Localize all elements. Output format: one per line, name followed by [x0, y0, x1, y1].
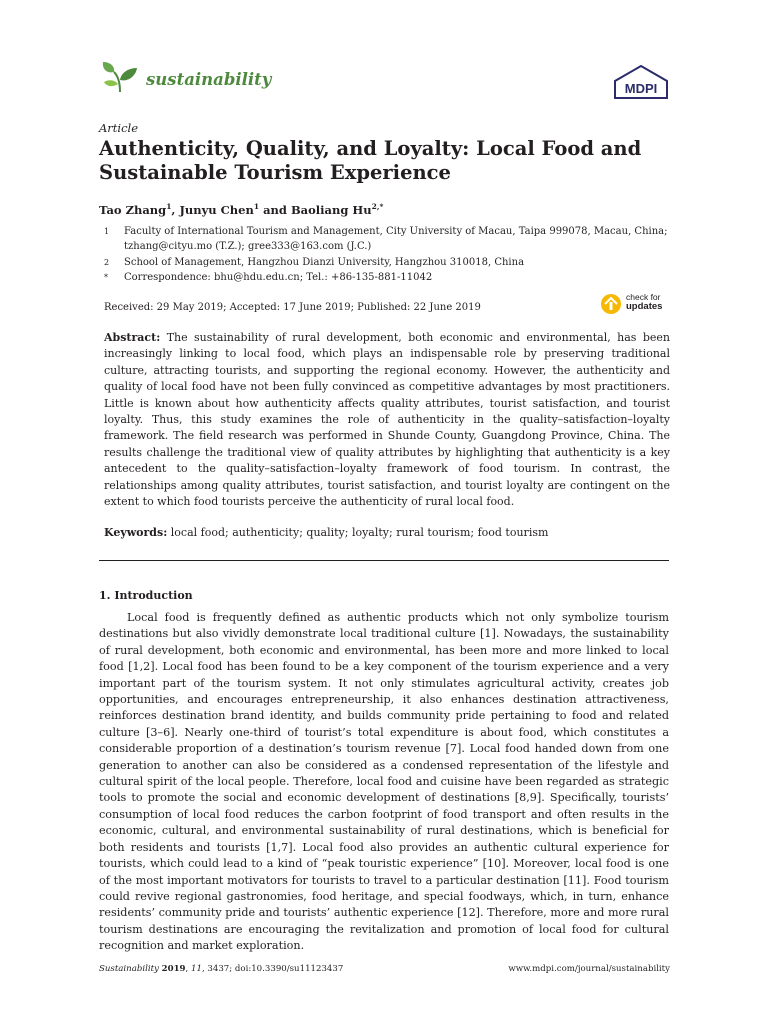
author-name: Junyu Chen: [179, 202, 254, 217]
check-for-updates-button[interactable]: [600, 292, 672, 316]
author-affil-marker: 1: [166, 202, 172, 211]
check-updates-icon: [600, 293, 622, 315]
section-heading: 1. Introduction: [99, 589, 193, 602]
intro-paragraph: Local food is frequently defined as authentic products which not only symbolize tourism destinations but also vividly demonstrate local traditional culture [1]. Nowadays, the sustainability of rural development, both economic and environmental, has been more and more linked to local food [1,2]. Local food has been found to be a key component of the tourism experience and a very important part of the tourism system. It not only stimulates agricultural activity, creates job opportunities, and encourages entrepreneurship, it also enhances destination attractiveness, reinforces destination brand identity, and builds community pride pertaining to food and related culture [3–6]. Nearly one-third of tourist’s total expenditure is about food, which constitutes a considerable proportion of a destination’s tourism revenue [7]. Local food handed down from one generation to another can also be considered as a condensed representation of the lifestyle and cultural spirit of the local people. Therefore, local food and cuisine have been regarded as strategic tools to promote the social and economic development of destinations [8,9]. Specifically, tourists’ consumption of local food reduces the carbon footprint of food transport and often results in the economic, cultural, and environmental sustainability of rural destinations, which is beneficial for both residents and tourists [1,7]. Local food also provides an authentic cultural experience for tourists, which could lead to a kind of “peak touristic experience” [10]. Moreover, local food is one of the most important motivators for tourists to travel to a particular destination [11]. Food tourism could revive regional gastronomies, food heritage, and special foodways, which, in turn, enhance residents’ community pride and tourists’ authentic experience [12]. Therefore, more and more rural tourism destinations are encouraging the revitalization and promotion of local food for cultural recognition and market exploration.: [99, 611, 669, 953]
abstract-label: Abstract:: [104, 331, 161, 344]
author-list: Tao Zhang$^1$, Junyu Chen$^1$ and Baoliang $Hu^{2,*}$: [99, 202, 384, 217]
journal-name: sustainability: [146, 70, 272, 89]
publication-dates: Received: 29 May 2019; Accepted: 17 June 2019; Published: 22 June 2019: [104, 302, 481, 313]
abstract: [104, 330, 670, 510]
article-type: Article: [99, 121, 139, 135]
publisher-name: MDPI: [624, 81, 658, 96]
correspondence: * Correspondence: bhu@hdu.edu.cn; Tel.: +86-135-881-11042: [104, 272, 433, 283]
author-name: Tao Zhang: [99, 202, 167, 217]
abstract-text: The sustainability of rural development, both economic and environmental, has been increasingly linking to local food, which plays an indispensable role by preserving traditional culture, attracting tourists, and supporting the regional economy. However, the authenticity and quality of local food have not been fully convinced as competitive advantages by most practitioners. Little is known about how authenticity affects quality attributes, tourist satisfaction, and tourist loyalty. Thus, this study examines the role of authenticity in the quality–satisfaction–loyalty framework. The field research was performed in Shunde County, Guangdong Province, China. The results challenge the traditional view of quality attributes by highlighting that authenticity is a key antecedent to the quality–satisfaction–loyalty framework of food tourism. In contrast, the relationships among quality attributes, tourist satisfaction, and tourist loyalty are contingent on the extent to which food tourists perceive the authenticity of rural local food.: [104, 331, 670, 509]
keywords-text: local food; authenticity; quality; loyalty; rural tourism; food tourism: [170, 526, 549, 539]
author-name: Baoliang Hu: [290, 202, 372, 217]
check-updates-line1: check for: [626, 292, 661, 302]
section-divider: [99, 560, 669, 561]
author-affil-marker: 1: [253, 202, 260, 211]
paper-title: Authenticity, Quality, and Loyalty: Local Food and Sustainable Tourism Experience: [99, 137, 642, 184]
journal-url-link[interactable]: www.mdpi.com/journal/sustainability: [508, 964, 670, 974]
mdpi-logo-icon: [612, 64, 670, 100]
affiliation-2: 2 School of Management, Hangzhou Dianzi University, Hangzhou 310018, China: [104, 257, 525, 268]
keywords: [104, 526, 670, 539]
sustainability-leaf-logo-icon: [100, 60, 140, 94]
author-affil-marker: 2,*: [371, 202, 384, 211]
affiliation-1: 1 Faculty of International Tourism and Management, City University of Macau, Taipa 999078, Macau, China; tzhang@cityu.mo (T.Z.); gree333@163.com (J.C.): [104, 226, 668, 252]
check-updates-line2: updates: [626, 301, 663, 312]
citation-footer: Sustainability 2019, 11, 3437; doi:10.3390/su11123437: [99, 964, 344, 974]
keywords-label: Keywords:: [104, 526, 168, 539]
